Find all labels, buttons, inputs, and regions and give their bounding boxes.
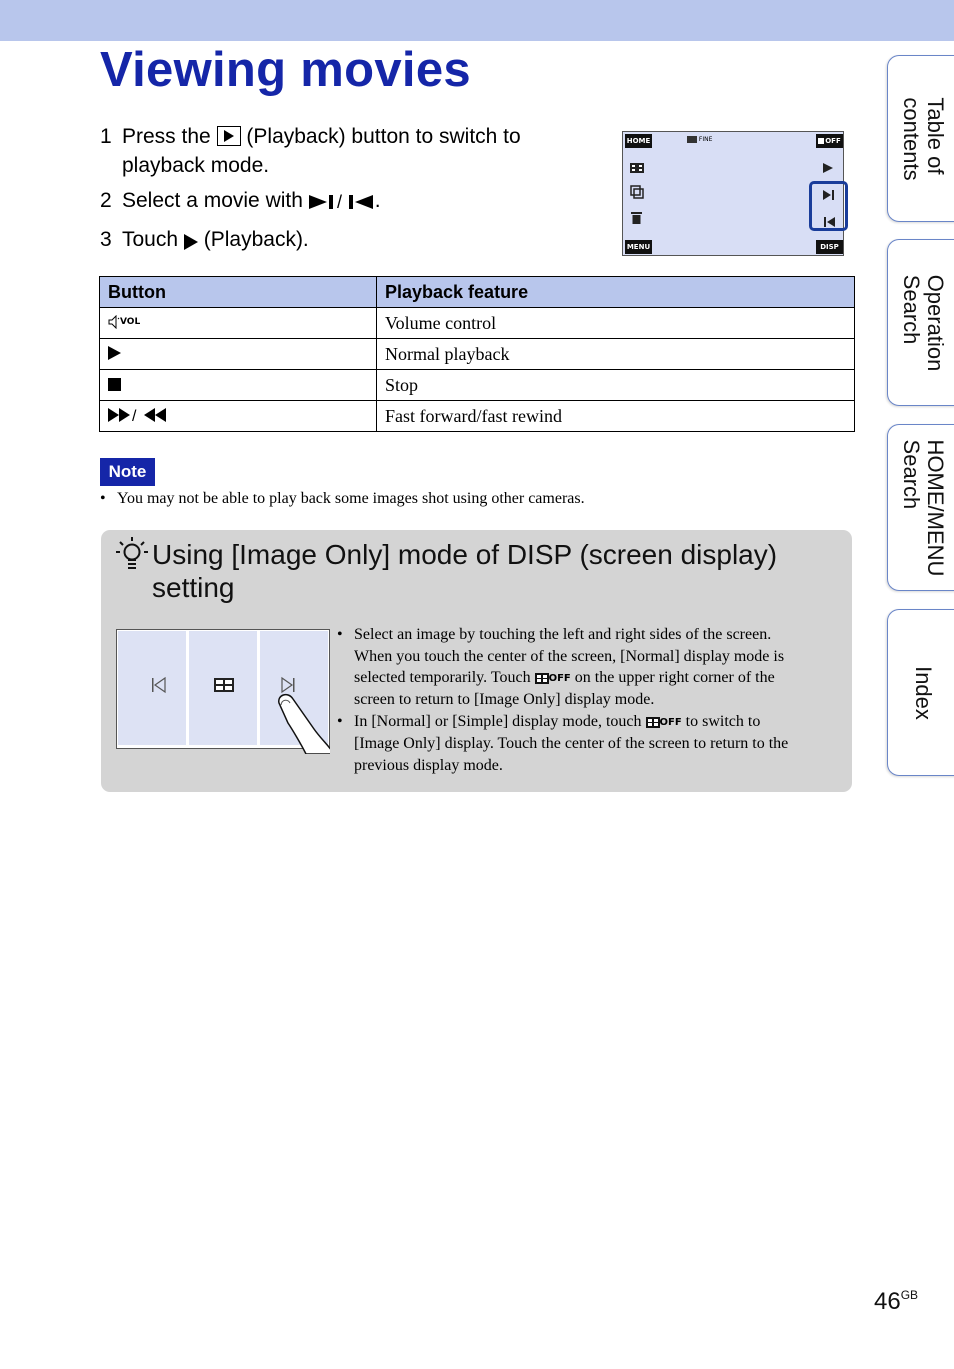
tab-label	[899, 439, 947, 576]
hint-box	[101, 530, 852, 792]
list-item	[337, 711, 837, 776]
tab-label-line: contents	[899, 96, 924, 181]
tab-label-line: Operation	[923, 274, 948, 371]
list-text: previous display mode.	[354, 756, 503, 774]
column-header: Playback feature	[377, 277, 855, 308]
step-number: 2	[100, 189, 112, 212]
page-number-value: 46	[874, 1288, 901, 1315]
fast-forward-rewind-icon	[108, 406, 180, 426]
step-number: 3	[100, 228, 112, 251]
off-label: OFF	[548, 672, 571, 684]
home-button[interactable]: HOME	[625, 134, 652, 148]
highlight-frame	[809, 181, 848, 231]
tab-label-line: Search	[899, 439, 924, 509]
note-item	[100, 490, 585, 508]
quality-indicator	[687, 136, 712, 143]
svg-text:/: /	[336, 192, 342, 211]
button-cell	[100, 370, 377, 401]
button-cell	[100, 339, 377, 370]
vol-label: VOL	[120, 316, 141, 327]
note-text: You may not be able to play back some images shot using other cameras.	[117, 490, 585, 507]
step-text: .	[374, 189, 381, 212]
list-text: on the upper right corner of the	[574, 669, 775, 686]
tab-home-menu-search[interactable]	[887, 424, 954, 591]
step-text: (Playback) button to switch to	[246, 125, 521, 148]
playback-button-icon	[217, 126, 241, 146]
bullet: •	[100, 490, 106, 507]
slideshow-icon[interactable]	[630, 185, 644, 204]
volume-icon	[108, 315, 140, 329]
off-label: OFF	[659, 716, 682, 728]
fine-label: FINE	[698, 136, 713, 143]
step-text: Touch	[122, 228, 179, 251]
next-prev-icon	[309, 190, 375, 219]
disp-off-button[interactable]	[816, 134, 843, 148]
bullet: •	[337, 712, 343, 730]
bullet: •	[337, 626, 343, 643]
table-row	[100, 401, 855, 432]
delete-icon[interactable]	[631, 211, 642, 229]
svg-text:/: /	[132, 407, 137, 422]
off-label: OFF	[825, 137, 841, 145]
image-only-illustration	[116, 629, 330, 749]
play-icon	[184, 229, 198, 258]
list-text: to switch to	[685, 712, 761, 730]
table-header-row	[100, 277, 855, 308]
tab-index[interactable]	[887, 609, 954, 776]
hint-list	[337, 624, 837, 776]
page-number-suffix: GB	[900, 1288, 919, 1302]
list-text: When you touch the center of the screen, [Normal] display mode is	[354, 647, 785, 665]
disp-off-icon	[646, 712, 682, 734]
list-text: Select an image by touching the left and right sides of the screen.	[354, 626, 772, 643]
step-number: 1	[100, 125, 112, 148]
list-text: screen to return to [Image Only] display mode.	[354, 691, 655, 709]
feature-cell: Fast forward/fast rewind	[377, 401, 855, 432]
feature-cell: Normal playback	[377, 339, 855, 370]
step-text: Select a movie with	[122, 189, 303, 212]
lightbulb-icon	[115, 536, 149, 581]
tab-label	[899, 274, 947, 371]
step-2	[100, 186, 600, 219]
playback-feature-table	[99, 276, 855, 432]
steps-list	[100, 122, 600, 258]
step-text: playback mode.	[122, 154, 270, 177]
table-row	[100, 370, 855, 401]
list-text: In [Normal] or [Simple] display mode, touch	[354, 712, 642, 730]
stop-icon	[108, 375, 121, 395]
disp-button[interactable]: DISP	[816, 240, 843, 254]
disp-off-icon	[535, 668, 571, 690]
button-cell	[100, 401, 377, 432]
header-band	[0, 0, 954, 41]
feature-cell: Volume control	[377, 308, 855, 339]
play-icon	[108, 344, 121, 364]
feature-cell: Stop	[377, 370, 855, 401]
menu-button[interactable]: MENU	[625, 240, 652, 254]
tab-label-line: Search	[899, 274, 924, 344]
tab-label-line: HOME/MENU	[923, 439, 948, 576]
tab-label-line: Table of	[923, 96, 948, 174]
column-header: Button	[100, 277, 377, 308]
note-label: Note	[100, 458, 155, 486]
tab-label	[911, 666, 935, 720]
step-text: Press the	[122, 125, 211, 148]
list-text: selected temporarily. Touch	[354, 669, 531, 686]
tab-label	[899, 97, 947, 180]
hint-title-line: setting	[152, 572, 235, 603]
play-icon[interactable]	[823, 160, 833, 178]
hint-title-line: Using [Image Only] mode of DISP (screen display)	[152, 539, 778, 570]
step-text: (Playback).	[203, 228, 309, 251]
button-cell	[100, 308, 377, 339]
tab-label-line: Index	[911, 665, 936, 720]
tab-operation-search[interactable]	[887, 239, 954, 406]
page-title: Viewing movies	[100, 43, 471, 97]
step-1	[100, 122, 600, 180]
step-3	[100, 225, 600, 258]
list-item	[337, 624, 837, 711]
table-row	[100, 339, 855, 370]
image-size-icon	[687, 136, 697, 143]
page-number	[874, 1288, 918, 1316]
index-icon[interactable]	[630, 160, 644, 178]
list-text: [Image Only] display. Touch the center of the screen to return to the	[354, 735, 789, 752]
grid-icon	[818, 138, 824, 144]
hint-title	[152, 538, 842, 604]
table-row	[100, 308, 855, 339]
tab-table-of-contents[interactable]	[887, 55, 954, 222]
